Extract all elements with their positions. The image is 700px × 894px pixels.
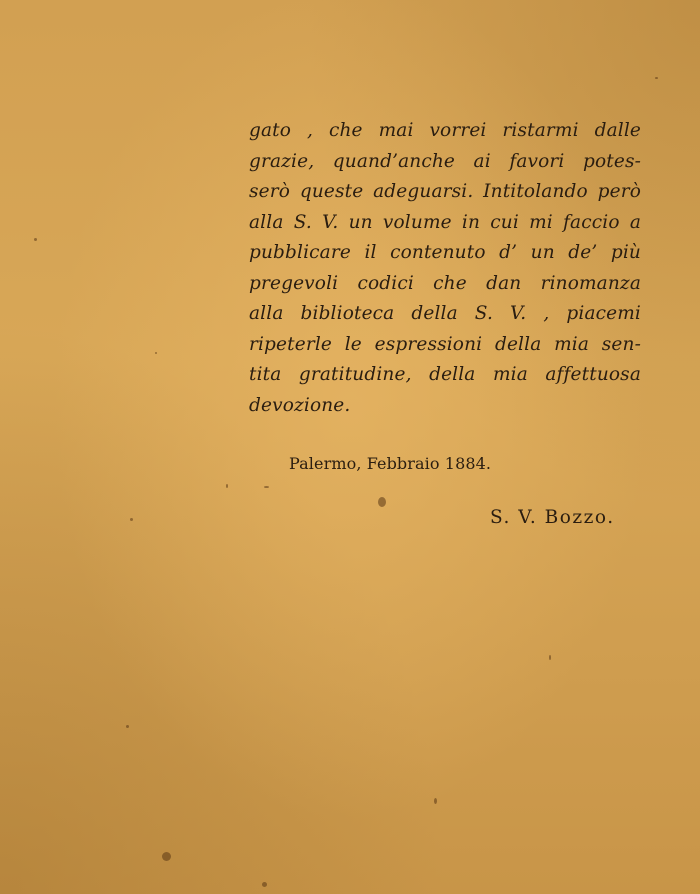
letter-line: serò queste adeguarsi. Intitolando però <box>249 181 641 202</box>
paper-speck <box>655 77 658 79</box>
letter-line: alla biblioteca della S. V. , piacemi <box>249 303 641 324</box>
paper-speck <box>378 497 386 507</box>
paper-speck <box>34 238 37 241</box>
letter-line: pubblicare il contenuto d’ un de’ più <box>249 242 641 263</box>
letter-line: gato , che mai vorrei ristarmi dalle <box>249 120 641 141</box>
letter-line: tita gratitudine, della mia affettuosa <box>249 364 641 385</box>
paper-speck <box>264 486 269 488</box>
paper-speck <box>262 882 267 887</box>
signature: S. V. Bozzo. <box>490 507 615 528</box>
letter-line: grazie, quand’anche ai favori potes- <box>249 150 641 172</box>
letter-line: pregevoli codici che dan rinomanza <box>249 272 641 294</box>
paper-speck <box>434 798 437 804</box>
letter-body <box>249 116 641 421</box>
letter-line: alla S. V. un volume in cui mi faccio a <box>249 211 641 233</box>
letter-line: devozione. <box>249 394 351 416</box>
paper-speck <box>155 352 157 354</box>
paper-speck <box>130 518 133 521</box>
paper-speck <box>162 852 171 861</box>
paper-speck <box>126 725 129 728</box>
paper-speck <box>549 655 551 660</box>
letter-line: ripeterle le espressioni della mia sen- <box>249 333 641 355</box>
paper-speck <box>226 484 228 488</box>
place-and-date: Palermo, Febbraio 1884. <box>289 454 492 473</box>
